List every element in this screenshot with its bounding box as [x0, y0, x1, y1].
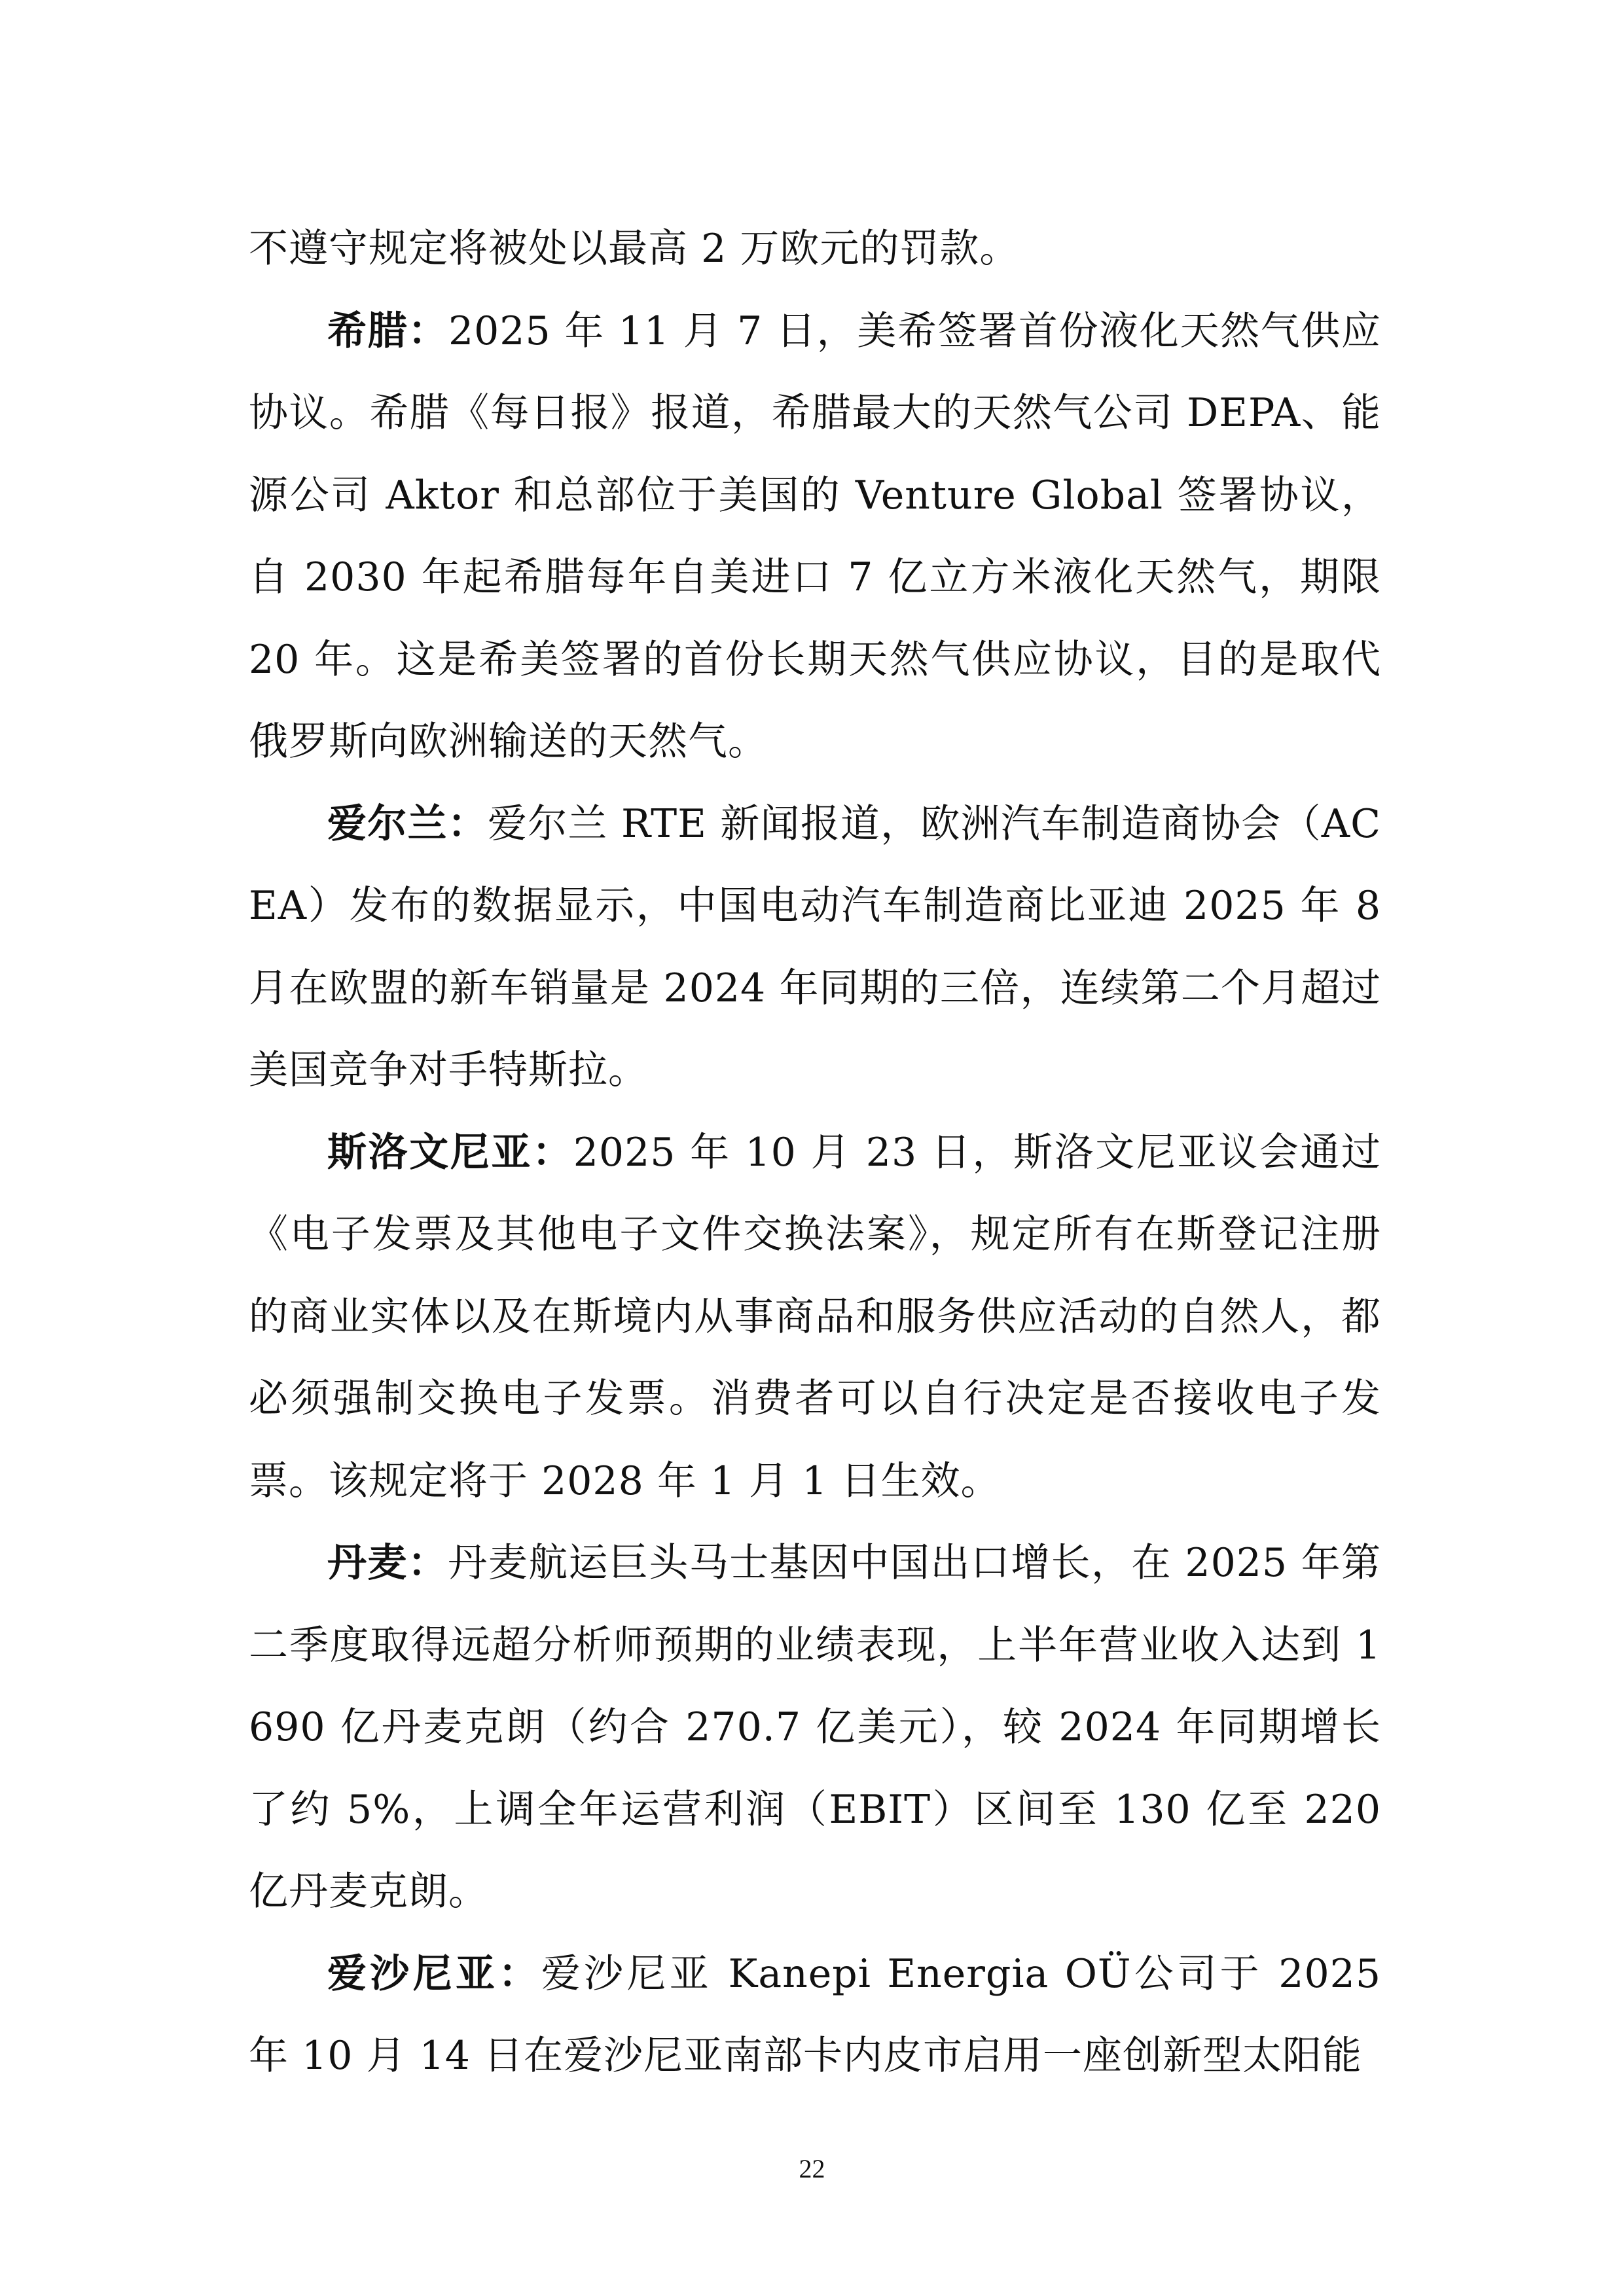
paragraph-denmark — [249, 1522, 1381, 1933]
continuation-paragraph: 不遵守规定将被处以最高 2 万欧元的罚款。 — [249, 226, 1020, 272]
country-heading-ireland: 爱尔兰： — [327, 800, 488, 847]
paragraph-ireland — [249, 783, 1381, 1112]
paragraph-greece — [249, 291, 1381, 783]
paragraph-text-estonia: 爱沙尼亚 Kanepi Energia OÜ公司于 2025 年 10 月 14 日在爱沙尼亚南部卡内皮市启用一座创新型太阳能 — [249, 1950, 1382, 2079]
paragraph-text-greece: 2025 年 11 月 7 日，美希签署首份液化天然气供应协议。希腊《每日报》报道，希腊最大的天然气公司 DEPA、能源公司 Aktor 和总部位于美国的 Venture Global 签署协议，自 2030 年起希腊每年自美进口 7 亿立方米液化天然气，期限 20 年。这是希美签署的首份长期天然气供应协议，目的是取代俄罗斯向欧洲输送的天然气。 — [249, 308, 1382, 764]
page-number: 22 — [799, 2154, 825, 2183]
country-heading-denmark: 丹麦： — [327, 1540, 448, 1586]
country-heading-greece: 希腊： — [327, 308, 448, 354]
paragraph-text-denmark: 丹麦航运巨头马士基因中国出口增长，在 2025 年第二季度取得远超分析师预期的业绩表现，上半年营业收入达到 1690 亿丹麦克朗（约合 270.7 亿美元），较 2024 年同期增长了约 5%，上调全年运营利润（EBIT）区间至 130 亿至 220 亿丹麦克朗。 — [249, 1540, 1382, 1914]
paragraph-estonia — [249, 1933, 1381, 2098]
body-text — [249, 208, 1381, 2098]
paragraph-slovenia — [249, 1112, 1381, 1523]
paragraph-text-ireland: 爱尔兰 RTE 新闻报道，欧洲汽车制造商协会（ACEA）发布的数据显示，中国电动汽车制造商比亚迪 2025 年 8 月在欧盟的新车销量是 2024 年同期的三倍，连续第二个月超过美国竞争对手特斯拉。 — [249, 800, 1382, 1093]
country-heading-estonia: 爱沙尼亚： — [327, 1950, 541, 1997]
country-heading-slovenia: 斯洛文尼亚： — [327, 1129, 573, 1175]
paragraph-text-slovenia: 2025 年 10 月 23 日，斯洛文尼亚议会通过《电子发票及其他电子文件交换法案》，规定所有在斯登记注册的商业实体以及在斯境内从事商品和服务供应活动的自然人，都必须强制交换电子发票。消费者可以自行决定是否接收电子发票。该规定将于 2028 年 1 月 1 日生效。 — [249, 1129, 1381, 1504]
